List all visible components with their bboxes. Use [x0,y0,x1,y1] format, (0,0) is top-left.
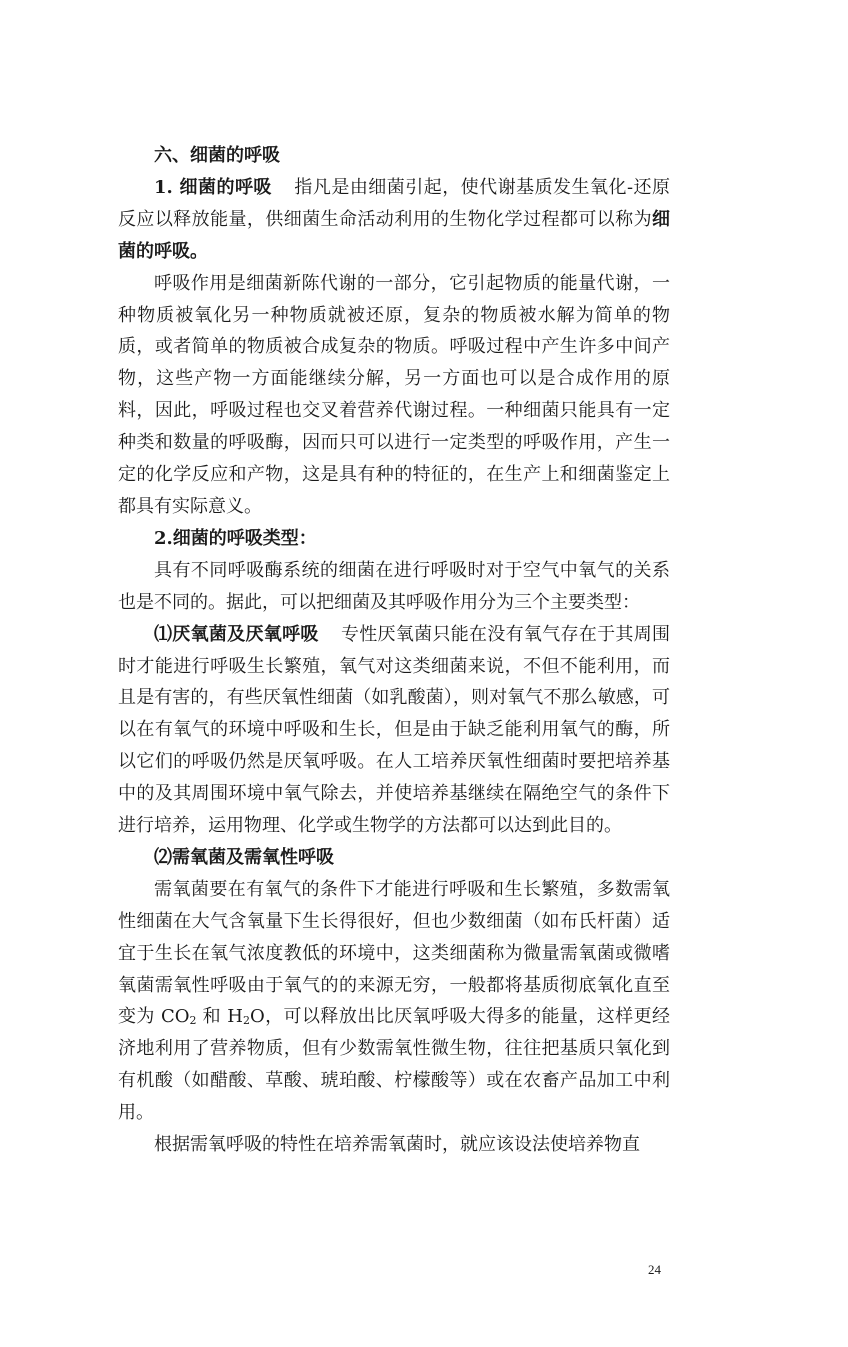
h2o-formula-o: O [249,1006,265,1028]
paragraph-aerobic [118,874,670,1129]
and-text: 和 [196,1006,228,1028]
term-bacterial-respiration: 1. 细菌的呼吸 [154,176,272,198]
body-text [118,140,670,1161]
paragraph-anaerobic [118,619,670,842]
definition-text: 指凡是由细菌引起，使代谢基质发生氧化-还原反应以释放能量，供细菌生命活动利用的生物化学过程都可以称为 [118,176,670,230]
co2-formula: CO [161,1006,190,1028]
term-anaerobic: ⑴厌氧菌及厌氧呼吸 [154,623,319,645]
aerobic-text-1: 需氧菌要在有氧气的条件下才能进行呼吸和生长繁殖，多数需氧性细菌在大气含氧量下生长得很好，但也少数细菌（如布氏杆菌）适宜于生长在氧气浓度教低的环境中，这类细菌称为微量需氧菌或微嗜氧菌需氧性呼吸由于氧气的的来源无穷，一般都将基质彻底氧化直至变为 [118,878,670,1028]
defined-term: 细菌的呼吸。 [118,208,670,262]
h2o-formula-h: H [227,1006,243,1028]
paragraph-types-intro: 具有不同呼吸酶系统的细菌在进行呼吸时对于空气中氧气的关系也是不同的。据此，可以把细菌及其呼吸作用分为三个主要类型： [118,559,670,613]
paragraph-respiration-overview: 呼吸作用是细菌新陈代谢的一部分，它引起物质的能量代谢，一种物质被氧化另一种物质就被还原，复杂的物质被水解为简单的物质，或者简单的物质被合成复杂的物质。呼吸过程中产生许多中间产物，这些产物一方面能继续分解，另一方面也可以是合成作用的原料，因此，呼吸过程也交叉着营养代谢过程。一种细菌只能具有一定种类和数量的呼吸酶，因而只可以进行一定类型的呼吸作用，产生一定的化学反应和产物，这是具有种的特征的，在生产上和细菌鉴定上都具有实际意义。 [118,272,670,517]
section-title: 六、细菌的呼吸 [154,145,280,166]
heading-aerobic: ⑵需氧菌及需氧性呼吸 [154,846,334,868]
paragraph-definition [118,172,670,268]
anaerobic-text: 专性厌氧菌只能在没有氧气存在于其周围时才能进行呼吸生长繁殖，氧气对这类细菌来说，不但不能利用，而且是有害的，有些厌氧性细菌（如乳酸菌），则对氧气不那么敏感，可以在有氧气的环境中呼吸和生长，但是由于缺乏能利用氧气的酶，所以它们的呼吸仍然是厌氧呼吸。在人工培养厌氧性细菌时要把培养基中的及其周围环境中氧气除去，并使培养基继续在隔绝空气的条件下进行培养，运用物理、化学或生物学的方法都可以达到此目的。 [118,623,671,837]
h2o-subscript: 2 [242,1014,250,1028]
paragraph-aerobic-culture: 根据需氧呼吸的特性在培养需氧菌时，就应该设法使培养物直 [154,1134,640,1156]
aerobic-text-2: ，可以释放出比厌氧呼吸大得多的能量，这样更经济地利用了营养物质，但有少数需氧性微生物，往往把基质只氧化到有机酸（如醋酸、草酸、琥珀酸、柠檬酸等）或在农畜产品加工中利用。 [118,1006,670,1124]
heading-respiration-types: 2.细菌的呼吸类型： [154,527,317,549]
page-number: 24 [648,1262,661,1277]
co2-subscript: 2 [189,1014,197,1028]
